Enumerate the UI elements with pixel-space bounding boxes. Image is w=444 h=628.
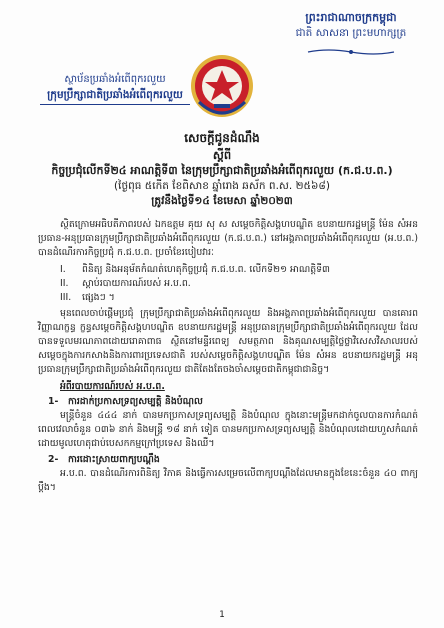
section-title: អំពីរបាយការណ៍របស់ អ.ប.ព. (60, 380, 165, 392)
agenda-item (60, 277, 418, 291)
page-number: 1 (219, 610, 225, 620)
subsection-title-text: ការដាក់ប្រកាសទ្រព្យសម្បត្តិ និងបំណុល (68, 395, 203, 407)
agenda-text: ពិនិត្យ និងអនុម័តកំណត់ហេតុកិច្ចប្រជុំ ក.ជ.ប.ព. លើកទី២១ អាណត្តិទី៣ (82, 263, 330, 275)
kingdom-line-1: ព្រះរាជាណាចក្រកម្ពុជា (305, 11, 397, 24)
document-title (30, 130, 414, 209)
document-body (38, 218, 418, 495)
title-line-2: ស្តីពី (212, 148, 232, 162)
organization-name (40, 72, 190, 105)
agenda-num: I. (60, 263, 66, 275)
subsection-1-title (48, 395, 418, 409)
kingdom-motto (276, 10, 426, 60)
subsection-1-text: មន្ត្រីចំនួន ៤៤៤ នាក់ បានមកប្រកាសទ្រព្យសម្បត្តិ និងបំណុល ក្នុងនោះមន្ត្រីមកដាក់ចូលបានការកំណត់ពេលវេលាចំនួន ០៣៦ នាក់ និងមន្ត្រី ១៨ នាក់ ទៀត បានមកប្រកាសទ្រព្យសម្បត្តិ និងបំណុលដោយហួសកំណត់ ដោយមូលហេតុជាប់បេសកកម្មក្រៅប្រទេស និងឈឺ។ (38, 410, 418, 450)
title-line-5: ត្រូវនឹងថ្ងៃទី១៤ ខែមេសា ឆ្នាំ២០២៣ (151, 195, 293, 207)
org-line-2: ក្រុមប្រឹក្សាជាតិប្រឆាំងអំពើពុករលួយ (40, 87, 190, 105)
agenda-item (60, 291, 418, 305)
subsection-num: 2- (48, 453, 59, 465)
title-line-1: សេចក្តីជូនដំណឹង (184, 131, 260, 145)
subsection-title-text: ការដោះស្រាយពាក្យបណ្ដឹង (68, 453, 160, 465)
title-line-4: (ថ្ងៃពុធ ៥កើត ខែពិសាខ ឆ្នាំរោង ឆស័ក ព.ស. ២៥៦៨) (114, 180, 330, 192)
subsection-2-title (48, 453, 418, 467)
agenda-num: II. (60, 277, 69, 289)
agenda-num: III. (60, 291, 72, 303)
title-line-3: កិច្ចប្រជុំលើកទី២៤ អាណត្តិទី៣ នៃក្រុមប្រឹក្សាជាតិប្រឆាំងអំពើពុករលួយ (ក.ជ.ប.ព.) (51, 164, 393, 177)
kingdom-line-2: ជាតិ សាសនា ព្រះមហាក្សត្រ (295, 27, 407, 39)
agenda-text: ផ្សេងៗ ។ (82, 291, 115, 303)
acu-emblem-icon (189, 52, 255, 122)
intro-paragraph: ស្ថិតក្រោមអធិបតីភាពរបស់ ឯកឧត្តម គុយ សុ ស សម្ដេចកិត្តិសង្គហបណ្ឌិត ឧបនាយករដ្ឋមន្ត្រី ម៉ែន សំអន ប្រធាន-អនុប្រធានក្រុមប្រឹក្សាជាតិប្រឆាំងអំពើពុករលួយ (ក.ជ.ប.ព.) នៅអង្គភាពប្រឆាំងអំពើពុករលួយ (អ.ប.ព.) បានដំណើរការកិច្ចប្រជុំ ក.ជ.ប.ព. ប្រចាំខែរបៀបវារៈ (38, 219, 418, 259)
org-line-1: ស្ថាប័នប្រឆាំងអំពើពុករលួយ (64, 74, 166, 85)
agenda-text: ស្តាប់របាយការណ៍របស់ អ.ប.ព. (82, 277, 191, 289)
ornament-divider-icon (306, 48, 396, 56)
agenda-list (60, 263, 418, 305)
subsection-num: 1- (48, 395, 59, 407)
tribute-paragraph: មុនពេលចាប់ផ្តើមប្រជុំ ក្រុមប្រឹក្សាជាតិប្រឆាំងអំពើពុករលួយ និងអង្គភាពប្រឆាំងអំពើពុករលួយ បានគោរពវិញ្ញាណក្ខន្ធ ក្ខន្ធសម្ដេចកិត្តិសង្គហបណ្ឌិត ឧបនាយករដ្ឋមន្ត្រី អនុប្រធានក្រុមប្រឹក្សាជាតិប្រឆាំងអំពើពុករលួយ ដែលបានទទួលមរណភាពដោយរោគាពាធ ស្ថិតនៅមន្ទីរពេទ្យ សមត្ថភាព និងគុណសម្បត្តិថ្លៃថ្លាវិសេសវិសាលរបស់សម្ដេចក្នុងការកសាងនិងការពារប្រទេសជាតិ របស់សម្ដេចកិត្តិសង្គហបណ្ឌិត ម៉ែន សំអន ឧបនាយករដ្ឋមន្ត្រី អនុប្រធានក្រុមប្រឹក្សាជាតិប្រឆាំងអំពើពុករលួយ ជាតិតែងតែចងចាំសម្ដេចជាតិកម្ពុជាជានិច្ច។ (38, 307, 418, 376)
agenda-item (60, 263, 418, 277)
subsection-2-text: អ.ប.ព. បានដំណើរការពិនិត្យ វិភាគ និងធ្វើការសម្រេចលើពាក្យបណ្តឹងដែលមានក្នុងខែនេះចំនួន ៤០ ពាក្យប្ដឹង។ (38, 467, 418, 494)
